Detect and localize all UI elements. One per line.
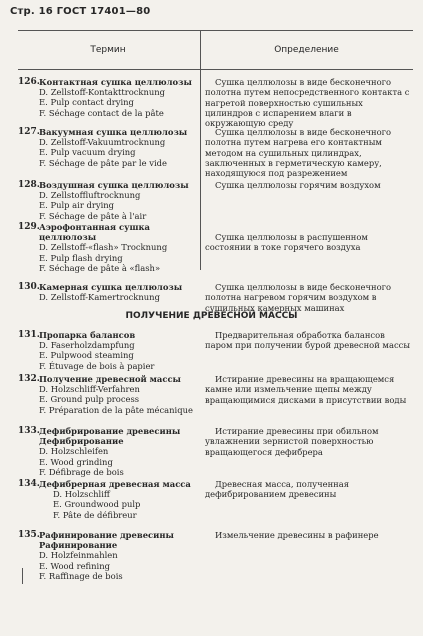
term-equivalent: F. Séchage contact de la pâte	[39, 107, 164, 118]
term-equivalent: E. Pulpwood steaming	[39, 350, 134, 361]
column-divider	[200, 30, 201, 270]
term-equivalent: F. Pâte de défibreur	[53, 509, 137, 520]
term-equivalent: E. Pulp air drying	[39, 200, 115, 211]
entry-number: 131.	[18, 330, 40, 340]
term-equivalent: E. Pulp flash drying	[39, 252, 123, 263]
entry-definition: Сушка целлюлозы в распушенном состоянии в токе горячего воздуха	[205, 232, 368, 253]
entry-term	[39, 330, 199, 371]
entry-number: 133.	[18, 426, 40, 436]
term-equivalent: E. Wood grinding	[39, 456, 113, 467]
page-header: Стр. 16 ГОСТ 17401—80	[10, 6, 151, 17]
column-header-term: Термин	[90, 45, 126, 55]
entry-term	[39, 77, 199, 118]
term-equivalent: F. Séchage de pâte à l'air	[39, 210, 147, 221]
entry-definition: Истирание древесины на вращающемся камне или измельчение щепы между вращающимися дисками в присутствии воды	[205, 374, 407, 405]
entry-definition: Сушка целлюлозы в виде бесконечного полотна нагревом горячим воздухом в сушильных камерных машинах	[205, 282, 392, 313]
entry-number: 127.	[18, 127, 40, 137]
entry-term	[39, 180, 199, 221]
section-heading: ПОЛУЧЕНИЕ ДРЕВЕСНОЙ МАССЫ	[125, 311, 298, 321]
term-equivalent: F. Raffinage de bois	[39, 570, 123, 581]
entry-term	[39, 374, 199, 415]
margin-mark	[22, 568, 23, 584]
entry-term	[39, 426, 199, 477]
entry-number: 132.	[18, 374, 40, 384]
entry-term	[39, 530, 199, 581]
entry-term	[39, 282, 199, 302]
term-equivalent: D. Holzschleifen	[39, 446, 109, 457]
term-equivalent: D. Zellstoff-«flash» Trocknung	[39, 242, 168, 253]
term-equivalent: D. Zellstoffluftrocknung	[39, 190, 141, 201]
entry-number: 135.	[18, 530, 40, 540]
entry-number: 126.	[18, 77, 40, 87]
entry-definition: Истирание древесины при обильном увлажнении зернистой поверхностью вращающегося дефибрера	[205, 426, 379, 457]
term-equivalent: E. Ground pulp process	[39, 394, 140, 405]
entry-number: 128.	[18, 180, 40, 190]
entry-definition: Измельчение древесины в рафинере	[215, 530, 379, 540]
entry-number: 129.	[18, 222, 40, 232]
term-title: Получение древесной массы	[39, 374, 181, 384]
term-equivalent: E. Pulp contact drying	[39, 97, 134, 108]
entry-definition: Сушка целлюлозы в виде бесконечного полотна путем непосредственного контакта с нагретой поверхностью сушильных цилиндров с испарением влаги в окружающую среду	[205, 77, 410, 129]
term-title: Аэрофонтанная сушка целлюлозы	[39, 222, 150, 243]
term-synonym: Дефибрирование	[39, 436, 124, 447]
table-header	[18, 30, 413, 70]
term-title: Пропарка балансов	[39, 330, 136, 340]
term-equivalent: F. Séchage de pâte à «flash»	[39, 262, 161, 273]
term-equivalent: D. Zellstoff-Vakuumtrocknung	[39, 137, 166, 148]
term-equivalent: E. Wood refining	[39, 560, 110, 571]
term-title: Камерная сушка целлюлозы	[39, 282, 183, 292]
term-title: Вакуумная сушка целлюлозы	[39, 127, 188, 137]
entry-number: 134.	[18, 479, 40, 489]
term-equivalent: D. Holzschliff-Verfahren	[39, 384, 140, 395]
entry-definition: Древесная масса, полученная дефибрированием древесины	[205, 479, 350, 500]
term-title: Рафинирование древесины	[39, 530, 174, 540]
term-equivalent: F. Étuvage de bois à papier	[39, 360, 155, 371]
term-title: Воздушная сушка целлюлозы	[39, 180, 189, 190]
term-title: Дефибрерная древесная масса	[39, 479, 191, 489]
entry-definition: Сушка целлюлозы горячим воздухом	[215, 180, 381, 190]
term-equivalent: E. Pulp vacuum drying	[39, 147, 136, 158]
term-equivalent: D. Zellstoff-Kamertrocknung	[39, 292, 160, 303]
term-synonym: Рафинирование	[39, 540, 118, 551]
term-equivalent: D. Zellstoff-Kontakttrocknung	[39, 87, 166, 98]
entry-term	[39, 127, 199, 168]
term-equivalent: F. Défibrage de bois	[39, 466, 124, 477]
entry-term	[39, 479, 199, 520]
term-title: Дефибрирование древесины	[39, 426, 181, 436]
term-equivalent: D. Faserholzdampfung	[39, 340, 135, 351]
entry-definition: Предварительная обработка балансов паром при получении бурой древесной массы	[205, 330, 410, 351]
term-equivalent: E. Groundwood pulp	[53, 499, 141, 510]
term-equivalent: F. Séchage de pâte par le vide	[39, 157, 167, 168]
entry-number: 130.	[18, 282, 40, 292]
entry-definition: Сушка целлюлозы в виде бесконечного полотна путем нагрева его контактным методом на сушильных цилиндрах, заключенных в герметическую камеру, находящуюся под разрежением	[205, 127, 392, 179]
term-equivalent: F. Préparation de la pâte mécanique	[39, 404, 193, 415]
column-header-definition: Определение	[274, 45, 339, 55]
term-equivalent: D. Holzfeinmahlen	[39, 550, 118, 561]
term-title: Контактная сушка целлюлозы	[39, 77, 192, 87]
entry-term	[39, 222, 199, 273]
term-equivalent: D. Holzschliff	[53, 489, 110, 500]
